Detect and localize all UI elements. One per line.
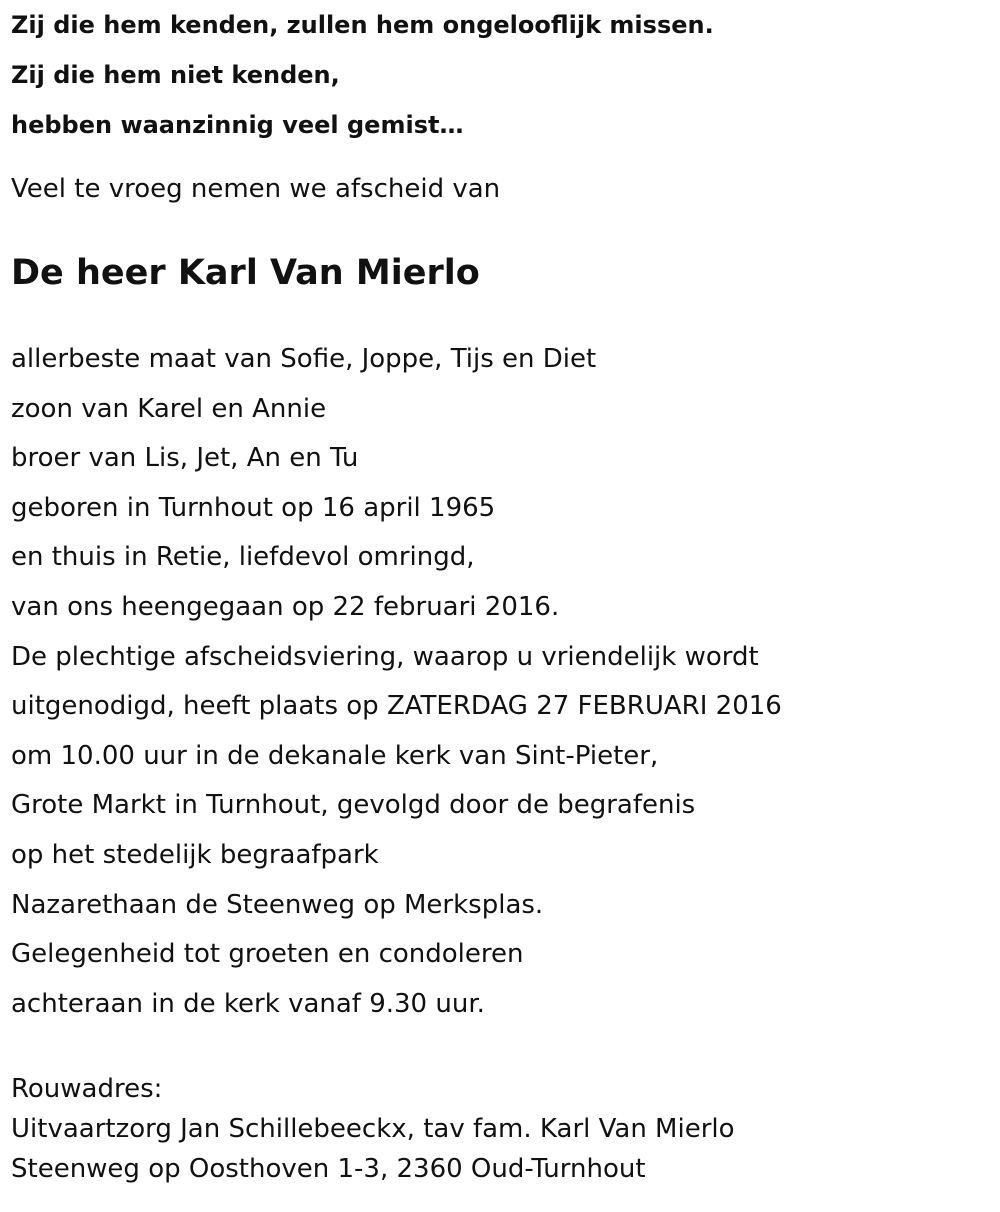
body-line: zoon van Karel en Annie [11,393,327,424]
deceased-name: De heer Karl Van Mierlo [11,253,480,293]
memorial-quote [11,0,986,150]
body-line: en thuis in Retie, liefdevol omringd, [11,542,475,573]
quote-line: Zij die hem niet kenden, [11,61,340,89]
body-line: Gelegenheid tot groeten en condoleren [11,939,524,970]
quote-line: hebben waanzinnig veel gemist… [11,111,464,139]
body-line: Grote Markt in Turnhout, gevolgd door de begrafenis [11,790,696,821]
body-line: om 10.00 uur in de dekanale kerk van Sint-Pieter, [11,740,659,771]
obituary-body [11,335,986,1029]
body-line: broer van Lis, Jet, An en Tu [11,443,359,474]
body-line: De plechtige afscheidsviering, waarop u vriendelijk wordt [11,641,759,672]
quote-line: Zij die hem kenden, zullen hem ongelooflijk missen. [11,11,714,39]
body-line: Nazarethaan de Steenweg op Merksplas. [11,889,544,920]
intro-text: Veel te vroeg nemen we afscheid van [11,174,501,204]
obituary-notice [11,0,986,1189]
mourning-address [11,1069,986,1189]
body-line: allerbeste maat van Sofie, Joppe, Tijs en Diet [11,344,597,374]
body-line: geboren in Turnhout op 16 april 1965 [11,492,496,523]
address-label: Rouwadres: [11,1074,163,1105]
body-line: op het stedelijk begraafpark [11,839,379,870]
address-line: Steenweg op Oosthoven 1-3, 2360 Oud-Turnhout [11,1154,646,1185]
body-line: uitgenodigd, heeft plaats op ZATERDAG 27 FEBRUARI 2016 [11,691,782,722]
body-line: van ons heengegaan op 22 februari 2016. [11,591,560,622]
body-line: achteraan in de kerk vanaf 9.30 uur. [11,988,485,1019]
address-line: Uitvaartzorg Jan Schillebeeckx, tav fam. Karl Van Mierlo [11,1114,735,1145]
